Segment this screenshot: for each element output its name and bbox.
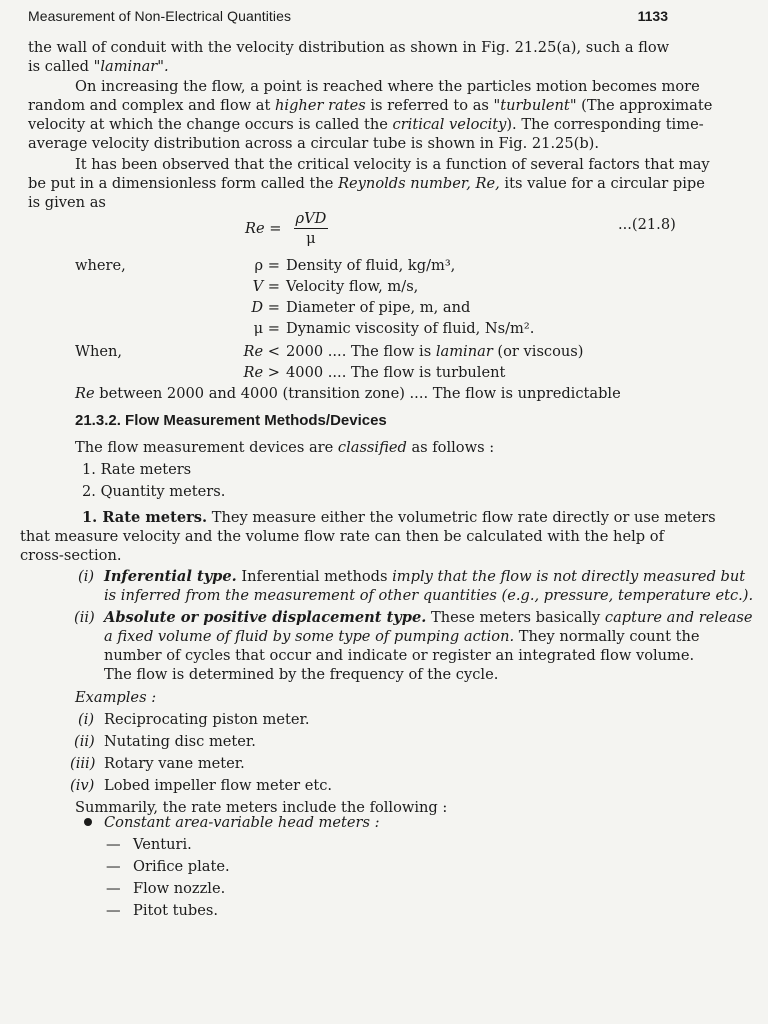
dash-icon-4: — [106, 902, 121, 919]
para1-line1: the wall of conduit with the velocity distribution as shown in Fig. 21.25(a), such a flow [28, 39, 670, 56]
def-text-mu: Dynamic viscosity of fluid, Ns/m². [286, 320, 535, 337]
dash-icon-2: — [106, 858, 121, 875]
equation-fraction [294, 210, 329, 247]
dash-item-orifice: Orifice plate. [133, 858, 230, 875]
list-item-quantity-meters: 2. Quantity meters. [82, 483, 226, 500]
def-text-d: Diameter of pipe, m, and [286, 299, 471, 316]
dash-item-venturi: Venturi. [133, 836, 192, 853]
example-text-4: Lobed impeller flow meter etc. [104, 777, 333, 794]
example-text-3: Rotary vane meter. [104, 755, 245, 772]
transition-line: Re between 2000 and 4000 (transition zone) .... The flow is unpredictable [75, 385, 621, 402]
absolute-line1: Absolute or positive displacement type. These meters basically capture and release [104, 609, 753, 626]
examples-label: Examples : [75, 689, 157, 706]
inferential-line1: Inferential type. Inferential methods imply that the flow is not directly measured but [104, 568, 746, 585]
def-text-v: Velocity flow, m/s, [286, 278, 419, 295]
para2-line4: average velocity distribution across a circular tube is shown in Fig. 21.25(b). [28, 135, 600, 152]
para1-line2: is called "laminar". [28, 58, 169, 75]
classified-line: The flow measurement devices are classified as follows : [75, 439, 495, 456]
para3-line2: be put in a dimensionless form called the Reynolds number, Re, its value for a circular pipe [28, 175, 705, 192]
bullet-item-text: Constant area-variable head meters : [104, 814, 380, 831]
absolute-line3: number of cycles that occur and indicate or register an integrated flow volume. [104, 647, 695, 664]
page-number: 1133 [637, 8, 668, 24]
example-num-1: (i) [78, 711, 95, 728]
rate-para-line3: cross-section. [20, 547, 122, 564]
dash-icon-3: — [106, 880, 121, 897]
example-text-1: Reciprocating piston meter. [104, 711, 310, 728]
absolute-num: (ii) [74, 609, 95, 626]
absolute-line2: a fixed volume of fluid by some type of pumping action. They normally count the [104, 628, 700, 645]
dash-icon-1: — [106, 836, 121, 853]
para3-line3: is given as [28, 194, 106, 211]
running-title: Measurement of Non-Electrical Quantities [28, 8, 292, 24]
equation-denominator: μ [306, 230, 316, 247]
inferential-num: (i) [78, 568, 95, 585]
inferential-line2: is inferred from the measurement of other quantities (e.g., pressure, temperature etc.). [104, 587, 754, 604]
example-num-2: (ii) [74, 733, 95, 750]
rate-para-line2: that measure velocity and the volume flow rate can then be calculated with the help of [20, 528, 664, 545]
bullet-icon [84, 818, 92, 826]
rate-para-line1: 1. Rate meters. They measure either the volumetric flow rate directly or use meters [82, 509, 716, 526]
para3-line1: It has been observed that the critical velocity is a function of several factors that may [75, 156, 710, 173]
para2-line3: velocity at which the change occurs is called the critical velocity). The corresponding time- [28, 116, 704, 133]
absolute-line4: The flow is determined by the frequency of the cycle. [104, 666, 499, 683]
equation-numerator: ρVD [295, 210, 327, 227]
page-header [28, 8, 668, 30]
equation-lhs: Re = [245, 220, 282, 237]
equation-number: ...(21.8) [618, 216, 676, 233]
summary-line: Summarily, the rate meters include the following : [75, 799, 448, 816]
cond-text-laminar: 2000 .... The flow is laminar (or viscous) [286, 343, 584, 360]
list-item-rate-meters: 1. Rate meters [82, 461, 192, 478]
section-heading: 21.3.2. Flow Measurement Methods/Devices [75, 412, 387, 429]
dash-item-nozzle: Flow nozzle. [133, 880, 226, 897]
document-page: Measurement of Non-Electrical Quantities 1133 the wall of conduit with the velocity distribution as shown in Fig. 21.25(a), such a flow is called "laminar". On increasing the flow, a point is reached where the particles motion becomes more random and complex and flow at higher rates is referred to as "turbulent" (The approximate velocity at which the change occurs is called the critical velocity). The corresponding time- average velocity distribution across a circular tube is shown in Fig. 21.25(b). It has been observed that the critical velocity is a function of several factors that may be put in a dimensionless form called the Reynolds number, Re, its value for a circular pipe is given as Re = $\frac{\text{ρVD}}{\mu}$ ...(21.8) where, ρ = Density of fluid, kg/m³, V = Velocity flow, m/s, D = Diameter of pipe, m, and μ = Dynamic viscosity of fluid, Ns/m². When, Re < 2000 .... The flow is laminar (or viscous) Re > 4000 .... The flow is turbulent Re between 2000 and 4000 (transition zone) .... The flow is unpredictable 21.3.2. Flow Measurement Methods/Devices The flow measurement devices are classified as follows : 1. Rate meters 2. Quantity meters. 1. Rate meters. They measure either the volumetric flow rate directly or use meters that measure velocity and the volume flow rate can then be calculated with the help of cross-section. (i) Inferential type. Inferential methods imply that the flow is not directly measured but is inferred from the measurement of other quantities (e.g., pressure, temperature etc.). (ii) Absolute or positive displacement type. These meters basically capture and release a fixed volume of fluid by some type of pumping action. They normally count the number of cycles that occur and indicate or register an integrated flow volume. The flow is determined by the frequency of the cycle. Examples : (i) Reciprocating piston meter. (ii) Nutating disc meter. (iii) Rotary vane meter. (iv) Lobed impeller flow meter etc. Summarily, the rate meters include the following : Constant area-variable head meters : — Venturi. — Orifice plate. — Flow nozzle. — Pitot tubes. [20, 8, 754, 919]
when-label: When, [75, 343, 123, 360]
example-text-2: Nutating disc meter. [104, 733, 256, 750]
dash-item-pitot: Pitot tubes. [133, 902, 219, 919]
where-label: where, [75, 257, 126, 274]
example-num-3: (iii) [70, 755, 96, 772]
para2-line1: On increasing the flow, a point is reached where the particles motion becomes more [75, 78, 700, 95]
def-text-rho: Density of fluid, kg/m³, [286, 257, 456, 274]
reynolds-equation [245, 210, 328, 247]
cond-text-turbulent: 4000 .... The flow is turbulent [286, 364, 506, 381]
example-num-4: (iv) [70, 777, 95, 794]
para2-line2: random and complex and flow at higher rates is referred to as "turbulent" (The approximate [28, 97, 713, 114]
